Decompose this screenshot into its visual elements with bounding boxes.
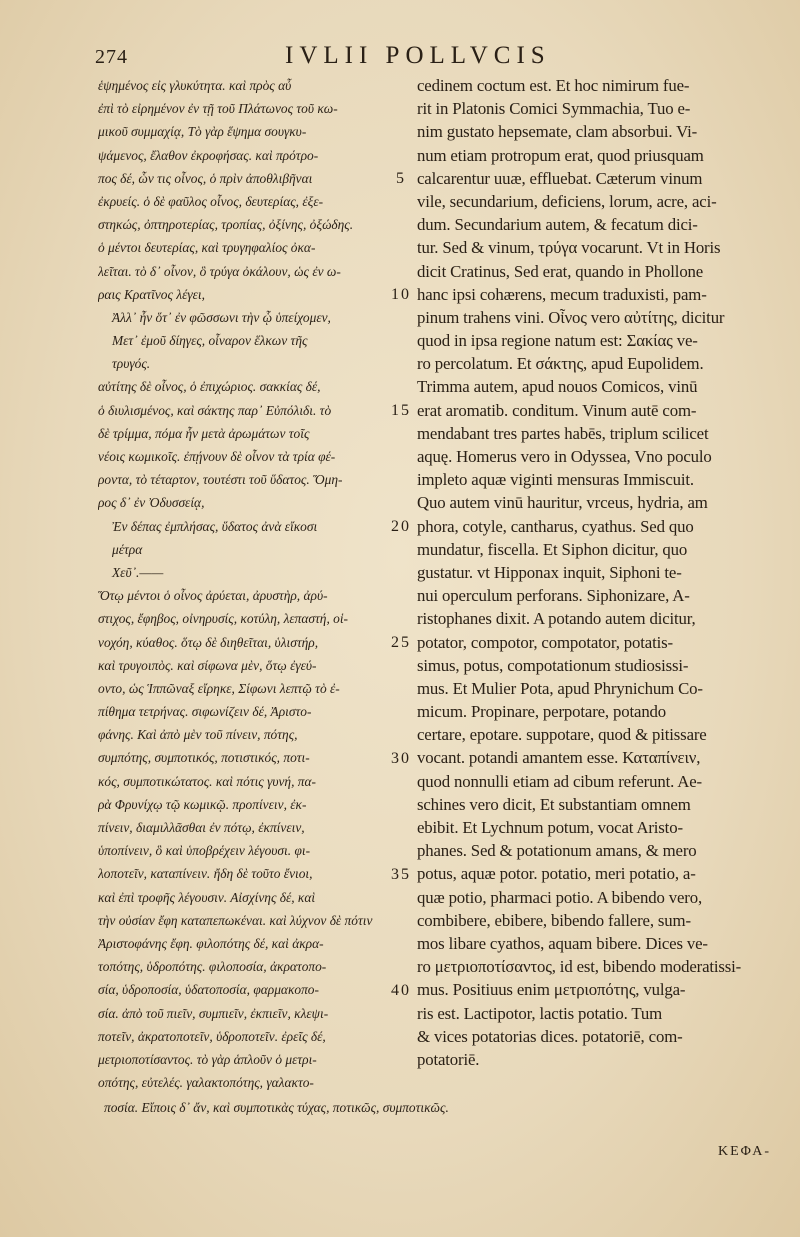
greek-line: Μετ᾽ ἐμοῦ δίηγες, οἶναρον ἕλκων τῆς: [112, 333, 308, 349]
latin-line: vile, secundarium, deficiens, lorum, acre, aci-: [417, 191, 717, 211]
greek-line: στιχος, ἔφηβος, οἰνηρυσίς, κοτύλη, λεπαστή, οἱ-: [98, 611, 349, 627]
greek-line: Ἀλλ᾽ ἦν ὅτ᾽ ἐν φῶσσωνι τὴν ᾧ ὑπείχομεν,: [112, 309, 331, 325]
greek-line: ρος δ᾽ ἐν Ὀδυσσείᾳ,: [98, 495, 205, 511]
latin-line: impleto aquæ viginti mensuras Immiscuit.: [417, 470, 694, 490]
catchword: ΚΕΦΑ-: [718, 1144, 771, 1159]
latin-line: quod nonnulli etiam ad cibum referunt. Ae-: [417, 771, 702, 791]
latin-line: simus, potus, compotationum studiosissi-: [417, 655, 689, 675]
line-number: 40: [391, 981, 411, 999]
greek-line: Ἐν δέπας ἐμπλήσας, ὕδατος ἀνὰ εἴκοσι: [112, 518, 318, 534]
greek-line: λοποτεῖν, καταπίνειν. ἤδη δὲ τοῦτο ἔνιοι,: [98, 866, 313, 882]
latin-line: potus, aquæ potor. potatio, meri potatio, a-: [417, 864, 696, 884]
latin-line: dum. Secundarium autem, & fecatum dici-: [417, 215, 698, 235]
greek-line: συμπότης, συμποτικός, ποτιστικός, ποτι-: [98, 750, 310, 766]
latin-line: rit in Platonis Comici Symmachia, Tuo e-: [417, 99, 691, 119]
greek-line: αὐτίτης δὲ οἶνος, ὁ ἐπιχώριος. σακκίας δέ,: [98, 379, 321, 395]
page-header: [0, 40, 800, 74]
greek-line: Ὅτῳ μέντοι ὁ οἶνος ἀρύεται, ἀρυστὴρ, ἀρύ-: [98, 588, 328, 604]
latin-line: hanc ipsi cohærens, mecum traduxisti, pam-: [417, 284, 707, 304]
greek-line: οπότης, εὐτελές. γαλακτοπότης, γαλακτο-: [98, 1075, 314, 1091]
latin-line: phora, cotyle, cantharus, cyathus. Sed quo: [417, 516, 694, 536]
latin-line: ro percolatum. Et σάκτης, apud Eupolidem.: [417, 354, 704, 374]
latin-line: mos libare cyathos, aquam bibere. Dices ve-: [417, 933, 708, 953]
greek-line: ἑψημένος εἰς γλυκύτητα. καὶ πρὸς αὖ: [98, 78, 292, 93]
greek-line: ὁ μέντοι δευτερίας, καὶ τρυγηφαλίος ὀκα-: [98, 240, 316, 256]
greek-closing-line: ποσία. Εἴποις δ᾽ ἄν, καὶ συμποτικὰς τύχας, ποτικῶς, συμποτικῶς.: [104, 1100, 449, 1115]
greek-line: ρὰ Φρυνίχῳ τῷ κωμικῷ. προπίνειν, ἐκ-: [98, 796, 307, 812]
latin-line: nui operculum perforans. Siphonizare, A-: [417, 586, 690, 606]
latin-line: potatoriē.: [417, 1049, 480, 1069]
latin-line: quod in ipsa regione natum est: Σακίας ve-: [417, 331, 698, 351]
greek-line: στηκώς, ὀπτηροτερίας, τροπίας, ὀξίνης, ὀξώδης.: [98, 217, 354, 233]
greek-line: πίνειν, διαμιλλᾶσθαι ἐν πότῳ, ἐκπίνειν,: [98, 820, 305, 835]
line-number: 25: [391, 633, 411, 651]
greek-line: τὴν οὐσίαν ἔφη καταπεπωκέναι. καὶ λύχνον δὲ πότιν: [98, 912, 373, 928]
line-number: 10: [391, 285, 411, 303]
greek-line: μέτρα: [112, 541, 143, 557]
latin-line: ebibit. Et Lychnum potum, vocat Aristo-: [417, 818, 683, 837]
greek-line: ὑποπίνειν, ὃ καὶ ὑποβρέχειν λέγουσι. φι-: [98, 843, 311, 859]
latin-line: tur. Sed & vinum, τρύγα vocarunt. Vt in Horis: [417, 238, 721, 258]
greek-line: δὲ τρίμμα, πόμα ἦν μετὰ ἀρωμάτων τοῖς: [98, 425, 310, 441]
latin-line: Quo autem vinū hauritur, vrceus, hydria, am: [417, 493, 708, 513]
latin-line: potator, compotor, compotator, potatis-: [417, 632, 673, 652]
latin-line: combibere, ebibere, bibendo fallere, sum-: [417, 910, 691, 930]
latin-line: erat aromatib. conditum. Vinum autē com-: [417, 400, 697, 420]
greek-line: μετριοποτίσαντος. τὸ γὰρ ἁπλοῦν ὁ μετρι-: [98, 1051, 317, 1067]
greek-line: πος δέ, ὧν τις οἶνος, ὁ πρὶν ἀποθλιβῆναι: [98, 170, 313, 186]
greek-line: ὁ διυλισμένος, καὶ σάκτης παρ᾽ Εὐπόλιδι. τὸ: [98, 402, 332, 418]
latin-line: mundatur, fiscella. Et Siphon dicitur, quo: [417, 539, 688, 559]
greek-line: ψάμενος, ἔλαθον ἐκροφήσας. καὶ πρότρο-: [98, 147, 319, 163]
greek-line: λεῖται. τὸ δ᾽ οἶνον, ὃ τρύγα ὀκάλουν, ὡς ἐν ω-: [98, 263, 341, 279]
greek-line: Ἀριστοφάνης ἔφη. φιλοπότης δέ, καὶ ἀκρα-: [98, 935, 324, 951]
latin-line: phanes. Sed & potationum amans, & mero: [417, 841, 697, 861]
greek-line: ραις Κρατῖνος λέγει,: [98, 286, 205, 302]
line-number: 5: [396, 169, 406, 187]
greek-line: καὶ τρυγοιπὸς. καὶ σίφωνα μὲν, ὅτῳ ἐγεύ-: [98, 657, 317, 673]
greek-line: νέοις κωμικοῖς. ἐπῄνουν δὲ οἶνον τὰ τρία φέ-: [98, 449, 336, 464]
latin-line: ro μετριοποτίσαντος, id est, bibendo moderatissi-: [417, 957, 742, 977]
greek-line: πίθημα τετρήνας. σιφωνίζειν δέ, Ἀριστο-: [98, 704, 312, 720]
latin-line: cedinem coctum est. Et hoc nimirum fue-: [417, 76, 690, 95]
latin-line: aquę. Homerus vero in Odyssea, Vno poculo: [417, 447, 712, 466]
latin-line: & vices potatorias dices. potatoriē, com-: [417, 1026, 683, 1046]
latin-line: calcarentur uuæ, effluebat. Cæterum vinum: [417, 168, 703, 188]
latin-line: gustatur. vt Hipponax inquit, Siphoni te-: [417, 562, 682, 582]
latin-line: pinum trahens vini. Οἶνος vero αὐτίτης, dicitur: [417, 307, 725, 327]
greek-line: ἐκρυείς. ὁ δὲ φαῦλος οἶνος, δευτερίας, ἐξε-: [98, 193, 324, 209]
greek-line: φάνης. Καὶ ἀπὸ μὲν τοῦ πίνειν, πότης,: [98, 727, 298, 743]
latin-line: dicit Cratinus, Sed erat, quando in Phollone: [417, 261, 704, 281]
latin-line: certare, epotare. suppotare, quod & pitissare: [417, 725, 707, 745]
latin-line: ristophanes dixit. A potando autem dicitur,: [417, 609, 696, 629]
page-number: 274: [95, 46, 128, 68]
greek-line: μικοῦ συμμαχίᾳ, Τὸ γὰρ ἕψημα σουγκυ-: [98, 124, 307, 140]
running-title: IVLII POLLVCIS: [285, 42, 551, 69]
greek-line: τοπότης, ὑδροπότης. φιλοποσία, ἀκρατοπο-: [98, 959, 327, 975]
greek-line: τρυγός.: [112, 356, 151, 372]
latin-line: num etiam protropum erat, quod priusquam: [417, 145, 704, 165]
greek-text-column: [98, 74, 388, 1094]
line-number: 35: [391, 865, 411, 883]
greek-line: καὶ ἐπὶ τροφῆς λέγουσιν. Αἰσχίνης δέ, καὶ: [98, 889, 316, 905]
latin-line: ris est. Lactipotor, lactis potatio. Tum: [417, 1003, 663, 1023]
latin-line: mus. Et Mulier Pota, apud Phrynichum Co-: [417, 678, 703, 698]
latin-text-column: [417, 74, 783, 1071]
latin-line: mendabant tres partes habēs, triplum scilicet: [417, 423, 709, 443]
greek-line: σία, ὑδροποσία, ὑδατοποσία, φαρμακοπο-: [98, 982, 319, 998]
line-number: 30: [391, 749, 411, 767]
latin-line: Trimma autem, apud nouos Comicos, vinū: [417, 377, 698, 397]
latin-line: quæ potio, pharmaci potio. A bibendo vero,: [417, 887, 703, 907]
line-number: 15: [391, 401, 411, 419]
latin-line: micum. Propinare, perpotare, potando: [417, 702, 667, 722]
greek-line: οντο, ὡς Ἱππῶναξ εἴρηκε, Σίφωνι λεπτῷ τὸ ἐ-: [98, 680, 340, 696]
greek-line: κός, συμποτικώτατος. καὶ πότις γυνή, πα-: [98, 773, 316, 789]
latin-line: schines vero dicit, Et substantiam omnem: [417, 794, 691, 814]
greek-line: σία. ἀπὸ τοῦ πιεῖν, συμπιεῖν, ἐκπιεῖν, κλεψι-: [98, 1005, 329, 1021]
line-number: 20: [391, 517, 411, 535]
greek-line: Χεῦ᾽.——: [112, 564, 164, 580]
latin-line: nim gustato hepsemate, clam absorbui. Vi-: [417, 122, 698, 142]
greek-line: ποτεῖν, ἀκρατοποτεῖν, ὑδροποτεῖν. ἐρεῖς δέ,: [98, 1028, 326, 1044]
latin-line: vocant. potandi amantem esse. Καταπίνειν,: [417, 748, 701, 768]
greek-line: νοχόη, κύαθος. ὅτῳ δὲ διηθεῖται, ὑλιστήρ,: [98, 634, 319, 650]
greek-line: ροντα, τὸ τέταρτον, τουτέστι τοῦ ὕδατος. Ὅμη-: [98, 472, 343, 488]
greek-line: ἐπὶ τὸ εἰρημένον ἐν τῇ τοῦ Πλάτωνος τοῦ κω-: [98, 101, 338, 117]
latin-line: mus. Positiuus enim μετριοπότης, vulga-: [417, 980, 686, 1000]
